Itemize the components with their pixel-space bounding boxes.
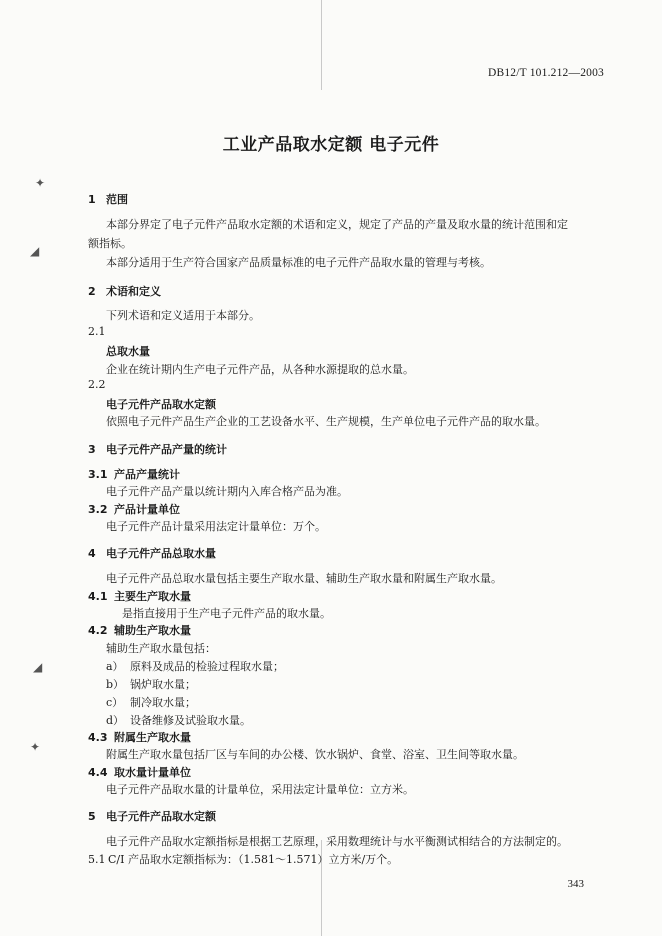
subsection-number: 2.2 bbox=[88, 378, 106, 391]
paragraph: 企业在统计期内生产电子元件产品，从各种水源提取的总水量。 bbox=[106, 363, 414, 376]
list-item-label: a） bbox=[106, 660, 124, 673]
list-item-label: d） bbox=[106, 714, 125, 727]
subsection-heading bbox=[88, 622, 191, 638]
list-item-text: 设备维修及试验取水量。 bbox=[130, 714, 251, 727]
subsection-title: 辅助生产取水量 bbox=[114, 624, 191, 637]
standard-code: DB12/T 101.212—2003 bbox=[487, 67, 604, 79]
subsection-number: 5.1 bbox=[88, 853, 106, 866]
subsection-title: 附属生产取水量 bbox=[114, 731, 191, 744]
subsection-number: 4.4 bbox=[88, 766, 108, 779]
subsection-line bbox=[88, 851, 398, 867]
subsection-title: 取水量计量单位 bbox=[114, 766, 191, 779]
section-heading bbox=[88, 283, 161, 299]
section-heading bbox=[88, 808, 216, 824]
term-heading: 电子元件产品取水定额 bbox=[106, 398, 216, 411]
paragraph: C/I 产品取水定额指标为：（1.581～1.571）立方米/万个。 bbox=[108, 853, 399, 866]
list-item bbox=[106, 712, 251, 728]
paragraph: 依照电子元件产品生产企业的工艺设备水平、生产规模，生产单位电子元件产品的取水量。 bbox=[106, 415, 546, 428]
paragraph: 电子元件产品总取水量包括主要生产取水量、辅助生产取水量和附属生产取水量。 bbox=[106, 572, 502, 585]
paragraph: 额指标。 bbox=[88, 237, 132, 250]
list-item bbox=[106, 676, 196, 692]
section-title: 电子元件产品产量的统计 bbox=[106, 443, 227, 456]
paragraph: 电子元件产品产量以统计期内入库合格产品为准。 bbox=[106, 485, 348, 498]
section-heading bbox=[88, 545, 216, 561]
scan-mark: ✦ bbox=[30, 740, 41, 754]
subsection-title: 主要生产取水量 bbox=[114, 590, 191, 603]
page-number: 343 bbox=[567, 878, 584, 890]
list-item bbox=[106, 658, 284, 674]
subsection-number: 3.2 bbox=[88, 503, 108, 516]
paragraph: 下列术语和定义适用于本部分。 bbox=[106, 309, 260, 322]
subsection-heading bbox=[88, 466, 180, 482]
paragraph: 本部分适用于生产符合国家产品质量标准的电子元件产品取水量的管理与考核。 bbox=[106, 256, 491, 269]
subsection-heading bbox=[88, 501, 180, 517]
section-title: 电子元件产品总取水量 bbox=[106, 547, 216, 560]
subsection-heading bbox=[88, 729, 191, 745]
scan-mark: ◢ bbox=[33, 660, 43, 674]
list-item-text: 锅炉取水量； bbox=[130, 678, 196, 691]
paragraph: 辅助生产取水量包括： bbox=[106, 642, 216, 655]
document-title: 工业产品取水定额 电子元件 bbox=[222, 135, 440, 155]
scan-mark: ✦ bbox=[35, 176, 46, 190]
list-item-text: 制冷取水量； bbox=[130, 696, 196, 709]
section-title: 术语和定义 bbox=[106, 285, 161, 298]
subsection-title: 产品产量统计 bbox=[114, 468, 180, 481]
list-item-text: 原料及成品的检验过程取水量； bbox=[130, 660, 284, 673]
subsection-heading bbox=[88, 588, 191, 604]
section-title: 电子元件产品取水定额 bbox=[106, 810, 216, 823]
section-number: 5 bbox=[88, 810, 96, 823]
subsection-heading bbox=[88, 764, 191, 780]
subsection-number: 2.1 bbox=[88, 325, 106, 338]
section-heading bbox=[88, 191, 128, 207]
list-item-label: c） bbox=[106, 696, 124, 709]
section-number: 4 bbox=[88, 547, 96, 560]
subsection-number: 3.1 bbox=[88, 468, 108, 481]
paragraph: 电子元件产品取水定额指标是根据工艺原理，采用数理统计与水平衡测试相结合的方法制定的。 bbox=[106, 835, 568, 848]
section-number: 2 bbox=[88, 285, 96, 298]
paragraph: 是指直接用于生产电子元件产品的取水量。 bbox=[122, 607, 331, 620]
section-number: 3 bbox=[88, 443, 96, 456]
subsection-number: 4.1 bbox=[88, 590, 108, 603]
paragraph: 电子元件产品计量采用法定计量单位：万个。 bbox=[106, 520, 326, 533]
section-title: 范围 bbox=[106, 193, 128, 206]
section-heading bbox=[88, 441, 227, 457]
paragraph: 附属生产取水量包括厂区与车间的办公楼、饮水锅炉、食堂、浴室、卫生间等取水量。 bbox=[106, 748, 524, 761]
page-fold-line bbox=[321, 0, 322, 90]
section-number: 1 bbox=[88, 193, 96, 206]
paragraph: 电子元件产品取水量的计量单位，采用法定计量单位：立方米。 bbox=[106, 783, 414, 796]
term-heading: 总取水量 bbox=[106, 345, 150, 358]
paragraph: 本部分界定了电子元件产品取水定额的术语和定义，规定了产品的产量及取水量的统计范围和定 bbox=[106, 218, 568, 231]
list-item-label: b） bbox=[106, 678, 125, 691]
subsection-number: 4.2 bbox=[88, 624, 108, 637]
subsection-number: 4.3 bbox=[88, 731, 108, 744]
subsection-title: 产品计量单位 bbox=[114, 503, 180, 516]
list-item bbox=[106, 694, 196, 710]
scan-mark: ◢ bbox=[30, 244, 40, 258]
